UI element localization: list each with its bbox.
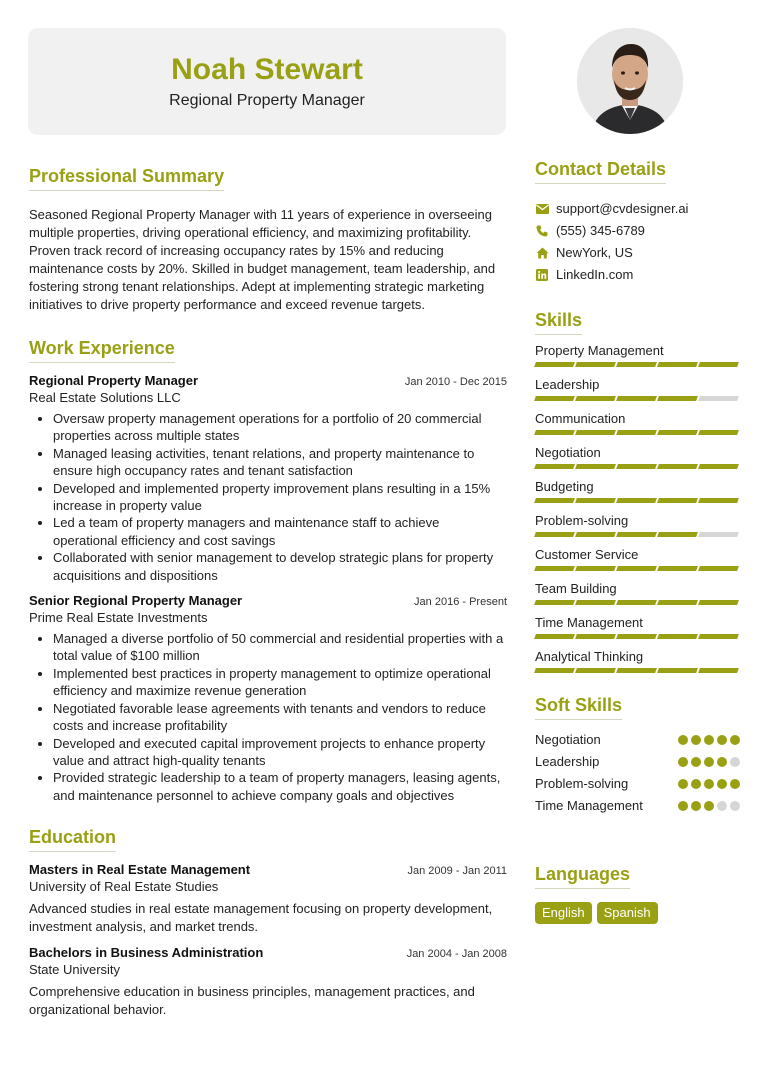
home-icon (535, 246, 549, 260)
skill-level-bar (535, 464, 740, 469)
skill-level-segment (534, 396, 575, 401)
skill-level-segment (657, 668, 698, 673)
skill-level-segment (575, 532, 616, 537)
skill-level-segment (534, 498, 575, 503)
skill-level-segment (534, 668, 575, 673)
degree-title: Bachelors in Business Administration (29, 945, 264, 961)
job-bullet: • Developed and executed capital improvement projects to enhance property value and attract high-quality tenants (53, 735, 507, 770)
skill-level-bar (535, 362, 740, 367)
job-bullet: • Managed a diverse portfolio of 50 commercial and residential properties with a total value of $100 million (53, 630, 507, 665)
skill-level-segment (616, 396, 657, 401)
rating-dot (717, 779, 727, 789)
soft-skills-section (535, 694, 740, 817)
job-date: Jan 2010 - Dec 2015 (404, 376, 507, 388)
linkedin-icon (535, 268, 549, 282)
skill-label: Leadership (535, 377, 600, 392)
skill-level-segment (575, 566, 616, 571)
rating-dot (678, 801, 688, 811)
skill-level-segment (616, 430, 657, 435)
avatar-portrait-icon (577, 28, 683, 134)
job-title: Regional Property Manager (29, 373, 199, 388)
degree-title: Masters in Real Estate Management (29, 862, 251, 878)
soft-skills-heading: Soft Skills (535, 694, 622, 720)
languages-section (535, 863, 740, 924)
main-column (29, 165, 507, 1019)
skill-level-segment (575, 430, 616, 435)
rating-dot (717, 735, 727, 745)
soft-skill-item (535, 751, 740, 773)
contact-location (535, 242, 740, 264)
skill-level-segment (534, 430, 575, 435)
contact-location-text: NewYork, US (556, 245, 633, 260)
job-entry (29, 592, 507, 804)
contact-phone[interactable] (535, 220, 740, 242)
soft-skill-item (535, 795, 740, 817)
skill-item (535, 478, 740, 503)
skill-level-segment (698, 566, 739, 571)
languages-heading: Languages (535, 863, 630, 889)
language-tag: English (535, 902, 592, 924)
rating-dot (678, 735, 688, 745)
contact-heading: Contact Details (535, 158, 666, 184)
job-title: Senior Regional Property Manager (29, 593, 243, 609)
rating-dot (730, 757, 740, 767)
contact-email-text: support@cvdesigner.ai (556, 201, 689, 216)
rating-dot (704, 801, 714, 811)
skill-label: Customer Service (535, 547, 639, 562)
skill-level-segment (657, 600, 698, 605)
skill-item (535, 376, 740, 401)
language-tag: Spanish (597, 902, 658, 924)
job-bullet: • Negotiated favorable lease agreements with tenants and vendors to reduce costs and increase profitability (53, 700, 507, 735)
rating-dot (691, 779, 701, 789)
job-entry (29, 372, 507, 584)
phone-icon (535, 224, 549, 238)
education-date: Jan 2004 - Jan 2008 (406, 948, 507, 961)
skill-level-segment (575, 498, 616, 503)
summary-text: Seasoned Regional Property Manager with 11 years of experience in overseeing multiple properties, driving operational efficiency, and maximizing profitability. Proven track record of increasing occupancy rates by 15% and reducing maintenance costs by 20%. Skilled in budget management, team leadership, and fostering strong tenant relationships. Adept at implementing strategic marketing initiatives to drive property performance and exceed revenue targets. (29, 207, 496, 312)
school-name: University of Real Estate Studies (29, 879, 219, 895)
skill-level-segment (657, 430, 698, 435)
experience-section (29, 337, 507, 804)
education-entry (29, 944, 507, 1019)
rating-dot (678, 779, 688, 789)
skill-level-bar (535, 498, 740, 503)
skill-label: Team Building (535, 581, 617, 596)
skill-level-segment (657, 498, 698, 503)
contact-linkedin[interactable] (535, 264, 740, 286)
skill-level-segment (616, 498, 657, 503)
skill-item (535, 580, 740, 605)
skill-item (535, 614, 740, 639)
skill-level-segment (657, 566, 698, 571)
job-bullet: • Oversaw property management operations for a portfolio of 20 commercial properties across multiple states (53, 410, 507, 445)
skill-item (535, 512, 740, 537)
summary-section (29, 165, 507, 314)
profile-photo (577, 28, 683, 134)
skill-level-segment (616, 464, 657, 469)
skill-level-segment (616, 362, 657, 367)
soft-skill-rating (678, 757, 740, 767)
education-date: Jan 2009 - Jan 2011 (407, 865, 507, 878)
skill-level-segment (698, 430, 739, 435)
skill-level-segment (534, 464, 575, 469)
skill-label: Communication (535, 411, 626, 426)
candidate-name: Noah Stewart (171, 53, 363, 86)
skill-level-segment (616, 600, 657, 605)
skill-level-segment (698, 498, 739, 503)
contact-linkedin-text: LinkedIn.com (556, 267, 634, 282)
envelope-icon (535, 202, 549, 216)
skill-label: Time Management (535, 615, 643, 630)
skill-level-bar (535, 532, 740, 537)
education-description: Advanced studies in real estate management focusing on property development, investment analysis, and market trends. (29, 901, 493, 935)
soft-skill-rating (678, 801, 740, 811)
skill-level-segment (616, 668, 657, 673)
skill-level-segment (534, 634, 575, 639)
candidate-role: Regional Property Manager (169, 92, 365, 109)
soft-skill-item (535, 729, 740, 751)
skill-level-segment (616, 532, 657, 537)
skill-label: Negotiation (535, 445, 601, 460)
rating-dot (691, 735, 701, 745)
skill-level-segment (575, 464, 616, 469)
skill-level-segment (575, 396, 616, 401)
contact-phone-text: (555) 345-6789 (556, 223, 645, 238)
contact-section (535, 158, 740, 286)
resume-header (28, 28, 506, 135)
job-company: Prime Real Estate Investments (29, 610, 208, 626)
skill-item (535, 546, 740, 571)
education-heading: Education (29, 826, 116, 852)
skill-level-segment (657, 396, 698, 401)
rating-dot (717, 801, 727, 811)
skill-level-bar (535, 396, 740, 401)
job-company: Real Estate Solutions LLC (29, 390, 181, 405)
skill-level-bar (535, 430, 740, 435)
skill-level-segment (616, 634, 657, 639)
soft-skill-rating (678, 735, 740, 745)
soft-skill-label: Time Management (535, 798, 643, 813)
skill-level-segment (575, 362, 616, 367)
rating-dot (730, 779, 740, 789)
rating-dot (704, 757, 714, 767)
skill-label: Problem-solving (535, 513, 629, 528)
skill-level-segment (698, 600, 739, 605)
rating-dot (691, 801, 701, 811)
soft-skill-label: Leadership (535, 754, 600, 769)
job-date: Jan 2016 - Present (414, 596, 507, 609)
skill-item (535, 648, 740, 673)
skill-level-segment (657, 464, 698, 469)
sidebar-column (535, 158, 740, 924)
rating-dot (704, 779, 714, 789)
job-bullet: • Led a team of property managers and maintenance staff to achieve operational efficiency and cost savings (53, 514, 507, 549)
skill-label: Analytical Thinking (535, 649, 644, 664)
skill-level-bar (535, 566, 740, 571)
skill-level-segment (698, 362, 739, 367)
skill-level-segment (698, 396, 739, 401)
job-bullet: • Provided strategic leadership to a team of property managers, leasing agents, and maintenance personnel to achieve company goals and objectives (53, 769, 507, 804)
rating-dot (730, 801, 740, 811)
skill-item (535, 342, 740, 367)
soft-skill-rating (678, 779, 740, 789)
skill-item (535, 410, 740, 435)
skill-label: Budgeting (535, 479, 594, 494)
skill-item (535, 444, 740, 469)
skill-label: Property Management (535, 343, 664, 358)
skill-level-bar (535, 634, 740, 639)
education-description: Comprehensive education in business principles, management practices, and organizational behavior. (29, 984, 475, 1018)
skill-level-segment (575, 668, 616, 673)
job-bullet: • Collaborated with senior management to develop strategic plans for property acquisitions and dispositions (53, 549, 507, 584)
skill-level-segment (698, 464, 739, 469)
school-name: State University (29, 962, 121, 978)
skill-level-segment (534, 532, 575, 537)
skill-level-segment (534, 362, 575, 367)
skill-level-segment (698, 532, 739, 537)
skill-level-bar (535, 600, 740, 605)
rating-dot (730, 735, 740, 745)
skills-heading: Skills (535, 309, 582, 335)
skill-level-segment (616, 566, 657, 571)
skill-level-segment (657, 362, 698, 367)
job-bullets (29, 630, 507, 804)
rating-dot (717, 757, 727, 767)
skill-level-segment (534, 566, 575, 571)
rating-dot (704, 735, 714, 745)
skill-level-bar (535, 668, 740, 673)
skill-level-segment (534, 600, 575, 605)
experience-heading: Work Experience (29, 337, 175, 363)
soft-skill-item (535, 773, 740, 795)
education-section (29, 826, 507, 1019)
job-bullets (29, 410, 507, 584)
job-bullet: • Developed and implemented property improvement plans resulting in a 15% increase in property value (53, 480, 507, 515)
skill-level-segment (698, 668, 739, 673)
skill-level-segment (575, 634, 616, 639)
contact-email[interactable] (535, 198, 740, 220)
soft-skill-label: Negotiation (535, 732, 601, 747)
skill-level-segment (698, 634, 739, 639)
skill-level-segment (657, 532, 698, 537)
skill-level-segment (575, 600, 616, 605)
summary-heading: Professional Summary (29, 165, 224, 191)
education-entry (29, 861, 507, 936)
rating-dot (691, 757, 701, 767)
skill-level-segment (657, 634, 698, 639)
job-bullet: • Managed leasing activities, tenant relations, and property maintenance to ensure high occupancy rates and tenant satisfaction (53, 445, 507, 480)
soft-skill-label: Problem-solving (535, 776, 629, 791)
job-bullet: • Implemented best practices in property management to optimize operational efficiency and maximize revenue generation (53, 665, 507, 700)
rating-dot (678, 757, 688, 767)
skills-section (535, 309, 740, 673)
